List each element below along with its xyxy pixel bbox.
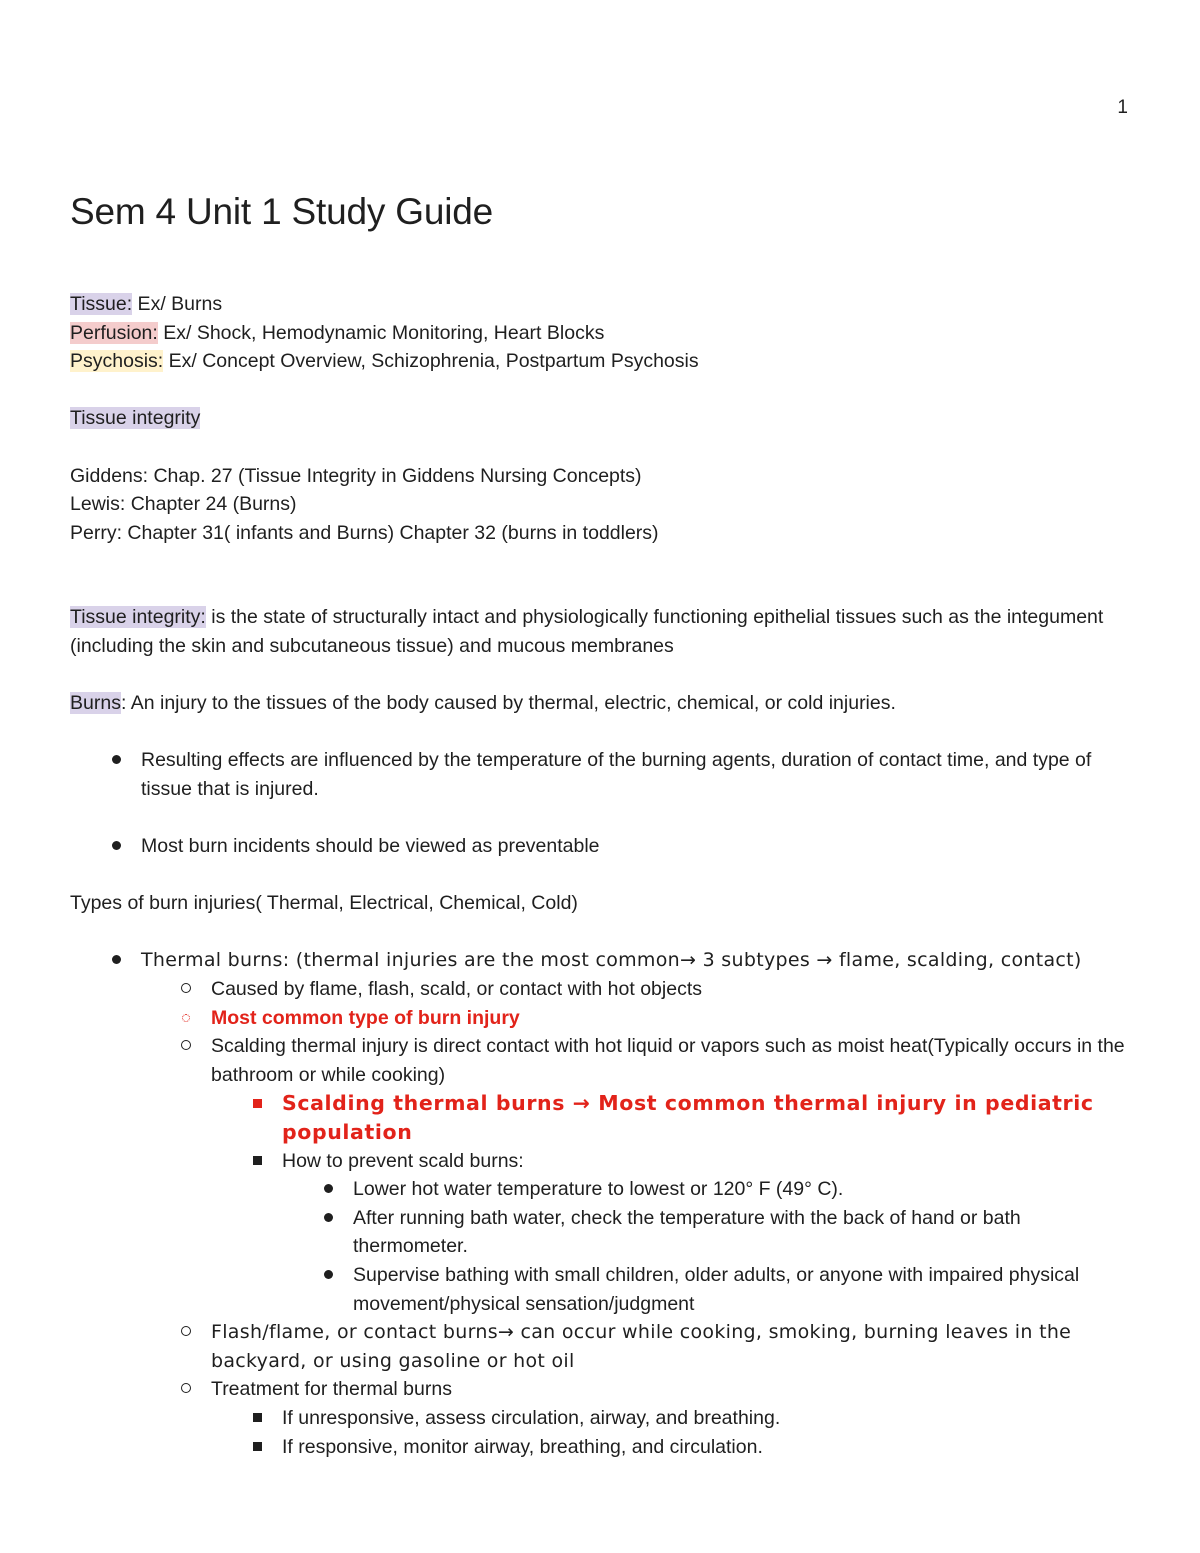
list-item (70, 946, 1132, 975)
list-item (70, 1204, 1132, 1261)
list-item-text: Caused by flame, flash, scald, or contact with hot objects (211, 978, 702, 1001)
burns-bullets-2 (70, 832, 1132, 861)
concept-text: Ex/ Shock, Hemodynamic Monitoring, Heart Blocks (157, 321, 605, 344)
burns-term: Burns (70, 692, 121, 715)
bullet-square-icon (253, 1099, 262, 1108)
list-item-text: Scalding thermal injury is direct contact with hot liquid or vapors such as moist heat(Typically occurs in the bathroom or while cooking) (211, 1035, 1125, 1086)
concept-psychosis (70, 347, 1132, 376)
bullet-dot-icon (112, 841, 121, 850)
concept-text: Ex/ Concept Overview, Schizophrenia, Postpartum Psychosis (163, 350, 699, 373)
burns-bullets (70, 746, 1132, 803)
bullet-ring-icon (181, 983, 191, 993)
list-item (70, 1004, 1132, 1033)
types-heading: Types of burn injuries( Thermal, Electrical, Chemical, Cold) (70, 892, 578, 915)
list-item-text: Scalding thermal burns → Most common thermal injury in pediatric population (282, 1091, 1094, 1145)
document-body (70, 188, 1132, 1461)
list-item-text: Lower hot water temperature to lowest or 120° F (49° C). (353, 1178, 844, 1201)
list-item-text: After running bath water, check the temperature with the back of hand or bath thermometer. (353, 1206, 1021, 1258)
document-title: Sem 4 Unit 1 Study Guide (70, 191, 493, 232)
concept-text: Ex/ Burns (132, 293, 223, 315)
section-heading (70, 404, 1132, 433)
tissue-integrity-definition (70, 603, 1132, 660)
bullet-dot-icon (324, 1184, 333, 1193)
definition-text: is the state of structurally intact and physiologically functioning epithelial tissues such as the integument (including the skin and subcutaneous tissue) and mucous membranes (70, 606, 1104, 657)
concept-label: Tissue: (70, 293, 133, 315)
burns-text: : An injury to the tissues of the body caused by thermal, electric, chemical, or cold injuries. (120, 692, 896, 715)
list-item (70, 1375, 1132, 1404)
reading-perry: Perry: Chapter 31( infants and Burns) Chapter 32 (burns in toddlers) (70, 521, 659, 544)
bullet-ring-icon (181, 1326, 191, 1336)
list-item-text: If unresponsive, assess circulation, airway, and breathing. (282, 1406, 781, 1429)
list-item (70, 1175, 1132, 1204)
list-item-text: Resulting effects are influenced by the temperature of the burning agents, duration of contact time, and type of tissue that is injured. (141, 749, 1092, 800)
list-item (70, 1318, 1132, 1375)
section-heading-text: Tissue integrity (70, 407, 201, 430)
bullet-dot-icon (324, 1270, 333, 1279)
list-item (70, 1032, 1132, 1089)
list-item (70, 1147, 1132, 1176)
list-item (70, 1089, 1132, 1146)
list-item (70, 1261, 1132, 1318)
concept-perfusion (70, 319, 1132, 348)
bullet-dot-icon (324, 1213, 333, 1222)
list-item-text: Most common type of burn injury (211, 1006, 520, 1029)
bullet-square-icon (253, 1413, 262, 1422)
bullet-square-icon (253, 1156, 262, 1165)
concept-label: Psychosis: (70, 350, 164, 373)
list-item (70, 832, 1132, 861)
page-number: 1 (1117, 97, 1128, 118)
definition-term: Tissue integrity: (70, 606, 206, 629)
concept-label: Perfusion: (70, 321, 158, 344)
list-item-text: Treatment for thermal burns (211, 1378, 452, 1401)
reading-lewis: Lewis: Chapter 24 (Burns) (70, 493, 297, 516)
list-item (70, 1433, 1132, 1462)
list-item (70, 975, 1132, 1004)
bullet-ring-icon (182, 1014, 190, 1022)
bullet-dot-icon (112, 955, 121, 964)
list-item-text: How to prevent scald burns: (282, 1149, 524, 1172)
bullet-ring-icon (181, 1383, 191, 1393)
bullet-square-icon (253, 1442, 262, 1451)
thermal-list (70, 946, 1132, 1461)
concept-tissue (70, 290, 1132, 319)
burns-definition (70, 689, 1132, 718)
list-item (70, 1404, 1132, 1433)
list-item-text: Supervise bathing with small children, older adults, or anyone with impaired physical movement/physical sensation/judgment (353, 1264, 1080, 1315)
bullet-ring-icon (181, 1040, 191, 1050)
reading-giddens: Giddens: Chap. 27 (Tissue Integrity in Giddens Nursing Concepts) (70, 464, 642, 487)
list-item-text: Thermal burns: (thermal injuries are the most common→ 3 subtypes → flame, scalding, contact) (141, 949, 1082, 972)
bullet-dot-icon (112, 755, 121, 764)
list-item-text: Most burn incidents should be viewed as preventable (141, 835, 600, 858)
list-item-text: If responsive, monitor airway, breathing, and circulation. (282, 1435, 763, 1458)
list-item-text: Flash/flame, or contact burns→ can occur while cooking, smoking, burning leaves in the backyard, or using gasoline or hot oil (211, 1321, 1072, 1372)
list-item (70, 746, 1132, 803)
